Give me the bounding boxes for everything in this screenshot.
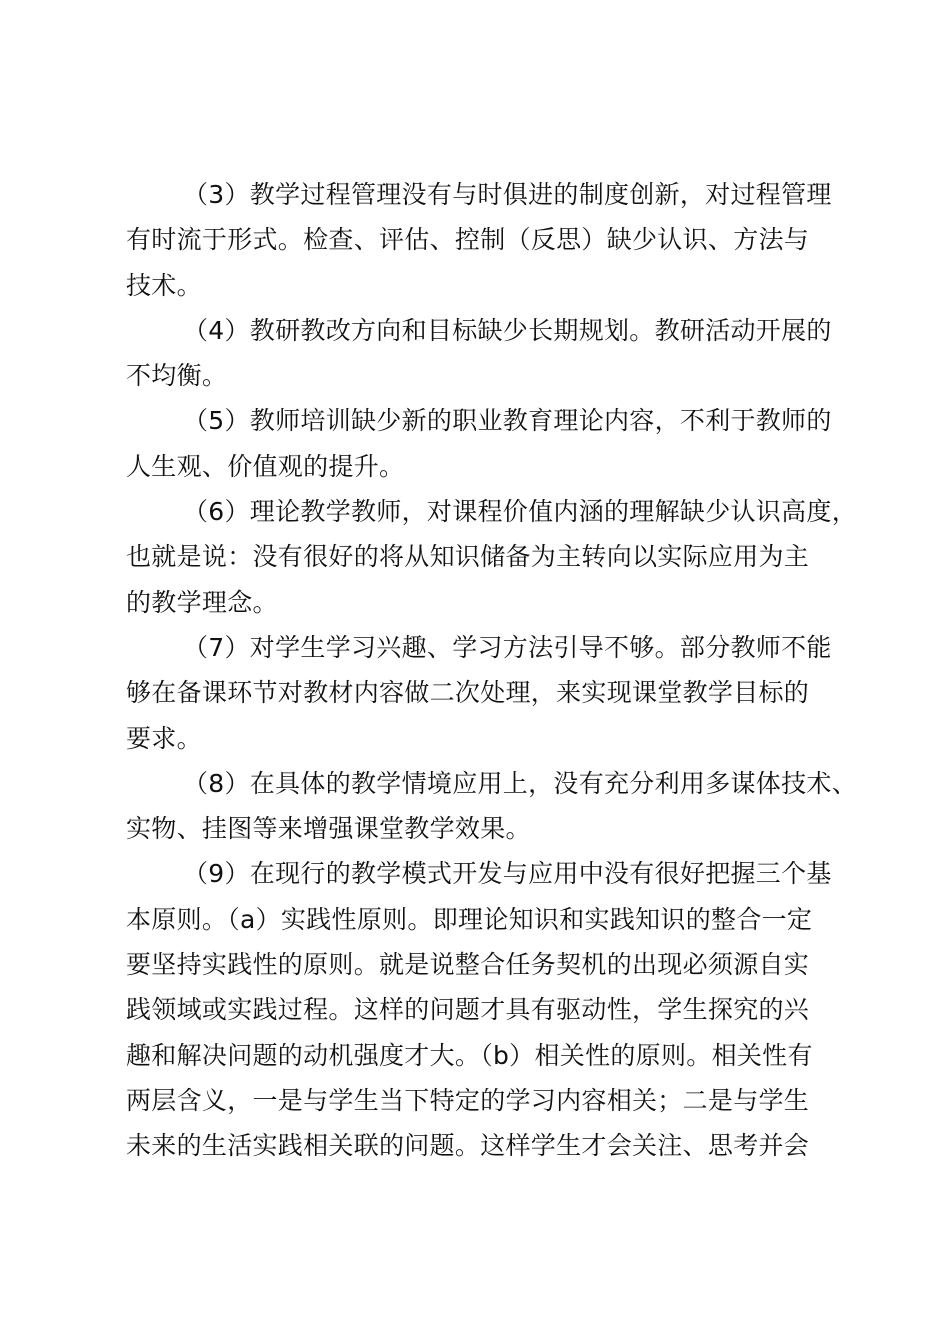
text-line: 要坚持实践性的原则。就是说整合任务契机的出现必须源自实 bbox=[126, 950, 810, 980]
text-line: 实物、挂图等来增强课堂教学效果。 bbox=[126, 814, 531, 844]
text-line: 要求。 bbox=[126, 723, 202, 753]
paragraph-item-5 bbox=[126, 398, 846, 489]
text-line: 的教学理念。 bbox=[126, 587, 278, 617]
text-line: （5）教师培训缺少新的职业教育理论内容，不利于教师的 bbox=[183, 406, 832, 436]
text-line: 不均衡。 bbox=[126, 361, 228, 391]
text-line: 未来的生活实践相关联的问题。这样学生才会关注、思考并会 bbox=[126, 1131, 810, 1161]
document-page bbox=[126, 172, 858, 1169]
text-line: （6）理论教学教师，对课程价值内涵的理解缺少认识高度， bbox=[183, 497, 858, 527]
paragraph-item-3 bbox=[126, 172, 846, 308]
text-line: 两层含义，一是与学生当下特定的学习内容相关；二是与学生 bbox=[126, 1085, 810, 1115]
text-line: 践领域或实践过程。这样的问题才具有驱动性，学生探究的兴 bbox=[126, 995, 810, 1025]
text-line: （9）在现行的教学模式开发与应用中没有很好把握三个基 bbox=[183, 859, 832, 889]
text-line: （8）在具体的教学情境应用上，没有充分利用多谋体技术、 bbox=[183, 768, 858, 798]
text-line: （7）对学生学习兴趣、学习方法引导不够。部分教师不能 bbox=[183, 632, 832, 662]
text-line: （3）教学过程管理没有与时俱进的制度创新，对过程管理 bbox=[183, 180, 832, 209]
paragraph-item-9 bbox=[126, 851, 846, 1168]
text-line: 技术。 bbox=[126, 270, 202, 300]
paragraph-item-6 bbox=[126, 489, 858, 625]
text-line: 趣和解决问题的动机强度才大。（b）相关性的原则。相关性有 bbox=[126, 1040, 813, 1070]
paragraph-item-4 bbox=[126, 308, 846, 399]
text-line: 够在备课环节对教材内容做二次处理，来实现课堂教学目标的 bbox=[126, 678, 810, 708]
text-line: 人生观、价值观的提升。 bbox=[126, 451, 405, 481]
text-line: 有时流于形式。检查、评估、控制（反思）缺少认识、方法与 bbox=[126, 225, 810, 255]
paragraph-item-8 bbox=[126, 761, 858, 852]
text-line: 也就是说：没有很好的将从知识储备为主转向以实际应用为主 bbox=[126, 542, 810, 572]
paragraph-item-7 bbox=[126, 625, 846, 761]
text-line: （4）教研教改方向和目标缺少长期规划。教研活动开展的 bbox=[183, 315, 832, 345]
text-line: 本原则。（a）实践性原则。即理论知识和实践知识的整合一定 bbox=[126, 904, 813, 934]
